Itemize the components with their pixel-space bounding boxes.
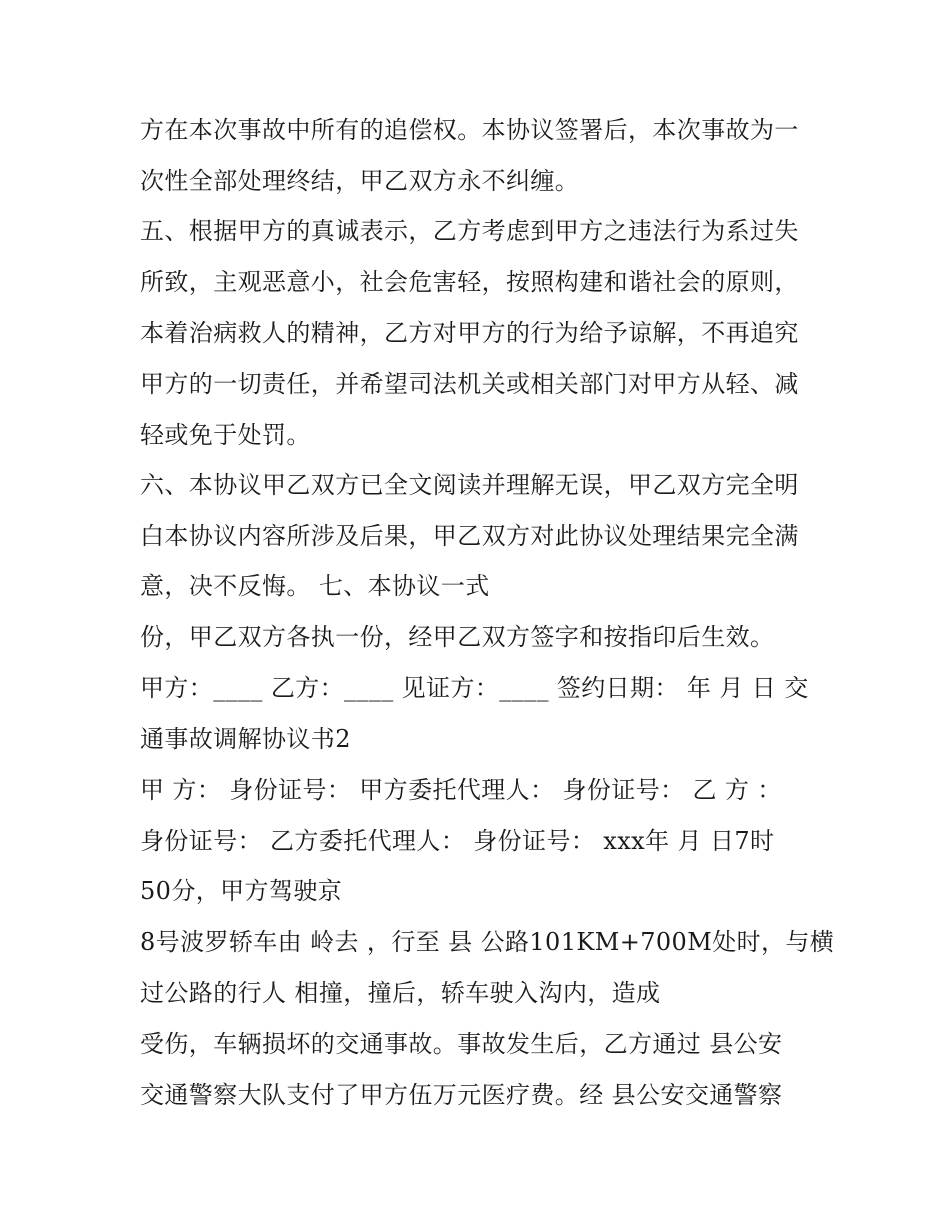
text-line: 50分，甲方驾驶京	[140, 877, 343, 905]
text-line: 甲 方： 身份证号： 甲方委托代理人： 身份证号： 乙 方 ：	[140, 776, 782, 804]
text-line: 通事故调解协议书2	[140, 725, 351, 753]
text-line: 白本协议内容所涉及后果，甲乙双方对此协议处理结果完全满	[140, 522, 799, 550]
text-line: 过公路的行人 相撞，撞后，轿车驶入沟内，造成	[140, 979, 661, 1007]
text-line: 份，甲乙双方各执一份，经甲乙双方签字和按指印后生效。	[140, 623, 775, 651]
text-line: 意，决不反悔。 七、本协议一式	[140, 572, 490, 600]
text-line: 次性全部处理终结，甲乙双方永不纠缠。	[140, 167, 580, 195]
text-line: 所致，主观恶意小，社会危害轻，按照构建和谐社会的原则，	[140, 268, 799, 296]
text-line: 方在本次事故中所有的追偿权。本协议签署后，本次事故为一	[140, 116, 799, 144]
text-line: 本着治病救人的精神，乙方对甲方的行为给予谅解，不再追究	[140, 319, 799, 347]
text-line: 五、根据甲方的真诚表示，乙方考虑到甲方之违法行为系过失	[140, 217, 799, 245]
text-line: 身份证号： 乙方委托代理人： 身份证号： xxx年 月 日7时	[140, 827, 775, 855]
text-line: 交通警察大队支付了甲方伍万元医疗费。经 县公安交通警察	[140, 1081, 783, 1109]
text-line: 受伤，车辆损坏的交通事故。事故发生后，乙方通过 县公安	[140, 1030, 783, 1058]
text-line: 甲方的一切责任，并希望司法机关或相关部门对甲方从轻、减	[140, 370, 799, 398]
text-line: 六、本协议甲乙双方已全文阅读并理解无误，甲乙双方完全明	[140, 471, 799, 499]
text-line: 轻或免于处罚。	[140, 421, 311, 449]
text-line: 甲方：____ 乙方：____ 见证方：____ 签约日期： 年 月 日 交	[140, 674, 809, 702]
text-line: 8号波罗轿车由 岭去 ，行至 县 公路101KM+700M处时，与横	[140, 928, 835, 956]
